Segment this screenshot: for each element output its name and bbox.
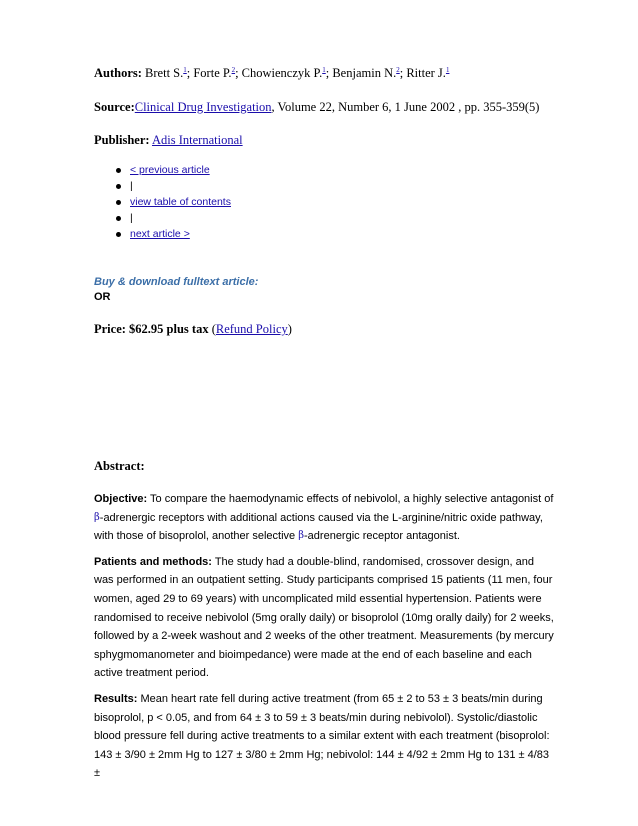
authors-label: Authors: [94, 66, 142, 80]
publisher-link[interactable]: Adis International [152, 133, 243, 147]
beta-symbol: β [94, 511, 100, 523]
nav-item-next[interactable]: next article > [116, 226, 231, 242]
publisher-line [94, 133, 243, 148]
author[interactable]: Forte P.$^2$ [193, 65, 236, 80]
abstract-heading: Abstract: [94, 459, 145, 473]
source-details: , Volume 22, Number 6, 1 June 2002 , pp. 355-359(5) [271, 100, 540, 114]
methods-paragraph: Patients and methods: The study had a double-blind, randomised, crossover design, and was performed in an outpatient setting. Study participants comprised 15 patients (11 men, four women, aged 29 to 69 years) with uncomplicated mild essential hypertension. Patients were randomised to receive nebivolol (5mg orally daily) or bisoprolol (10mg orally daily) for 2 weeks, followed by a 2-week washout and 2 weeks of the other treatment. Measurements (by mercury sphygmomanometer and bioimpedance) were made at the end of each baseline and each active treatment period. [94, 555, 554, 680]
price-line: Price: $62.95 plus tax (Refund Policy) [94, 322, 292, 336]
objective-label: Objective: [94, 493, 148, 505]
nav-item-table-of-contents[interactable]: view table of contents [116, 194, 231, 210]
source-line [94, 100, 539, 115]
author[interactable]: Ritter J.$^1$ [406, 65, 450, 80]
buy-download-label: Buy & download fulltext article: [94, 276, 259, 288]
abstract-body [94, 490, 554, 790]
objective-paragraph: Objective: To compare the haemodynamic effects of nebivolol, a highly selective antagonist of β-adrenergic receptors with additional actions caused via the L-arginine/nitric oxide pathway, with those of bisoprolol, another selective β-adrenergic receptor antagonist. [94, 493, 554, 543]
publisher-label: Publisher: [94, 133, 150, 147]
results-label: Results: [94, 692, 138, 705]
or-label: OR [94, 291, 111, 303]
author[interactable]: Chowienczyk P.$^1$ [241, 65, 326, 80]
article-nav-list [116, 162, 231, 242]
author[interactable]: Benjamin N.$^2$ [332, 65, 400, 80]
methods-label: Patients and methods: [94, 555, 212, 568]
beta-symbol: β [298, 530, 305, 542]
source-label: Source: [94, 100, 135, 114]
journal-link[interactable]: Clinical Drug Investigation [134, 100, 272, 114]
refund-policy-link[interactable]: Refund Policy [215, 322, 288, 336]
nav-separator: | [116, 178, 231, 194]
nav-separator: | [116, 210, 231, 226]
results-paragraph: Results: Mean heart rate fell during active treatment (from 65 ± 2 to 53 ± 3 beats/min during bisoprolol, p < 0.05, and from 64 ± 3 to 59 ± 3 beats/min during nebivolol). Systolic/diastolic blood pressure fell during active treatments to a similar extent with each treatment (bisoprolol: 143 ± 3/90 ± 2mm Hg to 127 ± 3/80 ± 2mm Hg; nebivolol: 144 ± 4/92 ± 2mm Hg to 131 ± 4/83 ± [94, 692, 550, 780]
author[interactable]: Brett S.$^1$ [145, 65, 187, 80]
price-text: Price: $62.95 plus tax [94, 322, 209, 336]
authors-line: Authors: Brett S.$^1$; Forte P.$^2$; Chowienczyk P.$^1$; Benjamin N.$^2$; Ritter J.$^1$ [94, 65, 450, 80]
nav-item-previous[interactable]: < previous article [116, 162, 231, 178]
